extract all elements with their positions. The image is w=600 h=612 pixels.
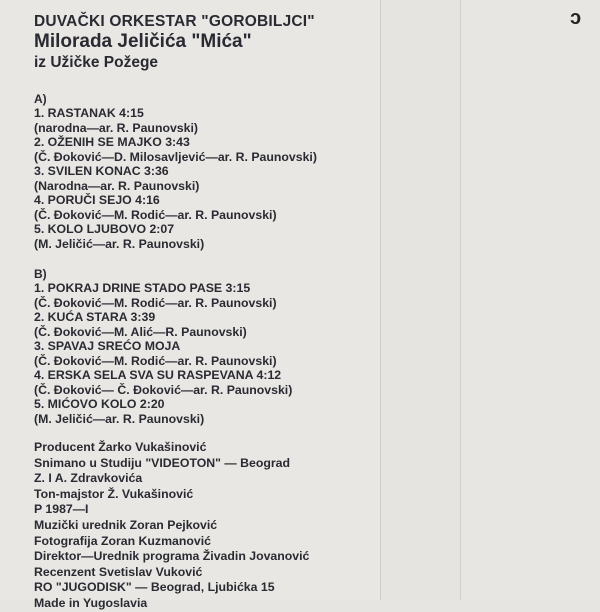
track-title: 2. KUĆA STARA 3:39 xyxy=(34,310,156,324)
credit-line: Made in Yugoslavia xyxy=(34,595,148,610)
track-item xyxy=(34,310,374,339)
track-title: 3. SVILEN KONAC 3:36 xyxy=(34,164,169,178)
track-item xyxy=(34,135,374,164)
side-a-label: A) xyxy=(34,92,47,106)
track-title: 1. POKRAJ DRINE STADO PASE 3:15 xyxy=(34,281,251,295)
credit-line: Producent Žarko Vukašinović xyxy=(34,440,207,454)
credit-line: Z. I A. Zdravkovića xyxy=(34,471,143,486)
credit-line: Direktor—Urednik programa Živadin Jovanović xyxy=(34,549,310,564)
track-title: 5. KOLO LJUBOVO 2:07 xyxy=(34,222,175,236)
track-title: 5. MIĆOVO KOLO 2:20 xyxy=(34,397,165,411)
credit-line: Muzički urednik Zoran Pejković xyxy=(34,517,218,532)
track-item xyxy=(34,164,374,193)
track-credit: (narodna—ar. R. Paunovski) xyxy=(34,120,198,135)
track-item xyxy=(34,281,374,310)
band-origin: iz Užičke Požege xyxy=(34,54,159,71)
track-item xyxy=(34,339,374,368)
credit-line: Ton-majstor Ž. Vukašinović xyxy=(34,486,194,501)
track-item xyxy=(34,368,374,397)
production-credits xyxy=(34,440,374,612)
credit-line: Snimano u Studiju "VIDEOTON" — Beograd xyxy=(34,455,291,470)
track-credit: (M. Jeličić—ar. R. Paunovski) xyxy=(34,411,205,426)
track-title: 2. OŽENIH SE MAJKO 3:43 xyxy=(34,135,190,149)
track-credit: (Č. Đoković— Č. Đoković—ar. R. Paunovski) xyxy=(34,382,293,397)
track-title: 4. PORUČI SEJO 4:16 xyxy=(34,193,160,207)
side-b-tracklist xyxy=(34,281,374,426)
credit-line: RO "JUGODISK" — Beograd, Ljubićka 15 xyxy=(34,580,275,595)
side-a-tracklist xyxy=(34,106,374,251)
track-item xyxy=(34,397,374,426)
track-credit: (Narodna—ar. R. Paunovski) xyxy=(34,178,200,193)
corner-mark: ɔ xyxy=(570,7,582,29)
track-item xyxy=(34,222,374,251)
leader-name: Milorada Jeličića "Mića" xyxy=(34,31,252,52)
track-item xyxy=(34,193,374,222)
track-credit: (M. Jeličić—ar. R. Paunovski) xyxy=(34,236,205,251)
credit-line: Recenzent Svetislav Vuković xyxy=(34,564,203,579)
track-credit: (Č. Đoković—M. Rodić—ar. R. Paunovski) xyxy=(34,295,277,310)
credit-line: Fotografija Zoran Kuzmanović xyxy=(34,533,211,548)
credit-line: P 1987—I xyxy=(34,502,89,517)
track-title: 4. ERSKA SELA SVA SU RASPEVANA 4:12 xyxy=(34,368,282,382)
track-title: 1. RASTANAK 4:15 xyxy=(34,106,144,120)
inlay-spine-panel xyxy=(381,0,460,600)
track-title: 3. SPAVAJ SREĆO MOJA xyxy=(34,339,181,353)
track-credit: (Č. Đoković—M. Alić—R. Paunovski) xyxy=(34,324,247,339)
track-credit: (Č. Đoković—D. Milosavljević—ar. R. Paunovski) xyxy=(34,149,317,164)
inlay-flap-panel xyxy=(461,0,600,600)
track-credit: (Č. Đoković—M. Rodić—ar. R. Paunovski) xyxy=(34,353,277,368)
band-name: DUVAČKI ORKESTAR "GOROBILJCI" xyxy=(34,13,315,30)
side-b-label: B) xyxy=(34,267,47,281)
inlay-text-block xyxy=(34,12,374,612)
track-credit: (Č. Đoković—M. Rodić—ar. R. Paunovski) xyxy=(34,207,277,222)
track-item xyxy=(34,106,374,135)
